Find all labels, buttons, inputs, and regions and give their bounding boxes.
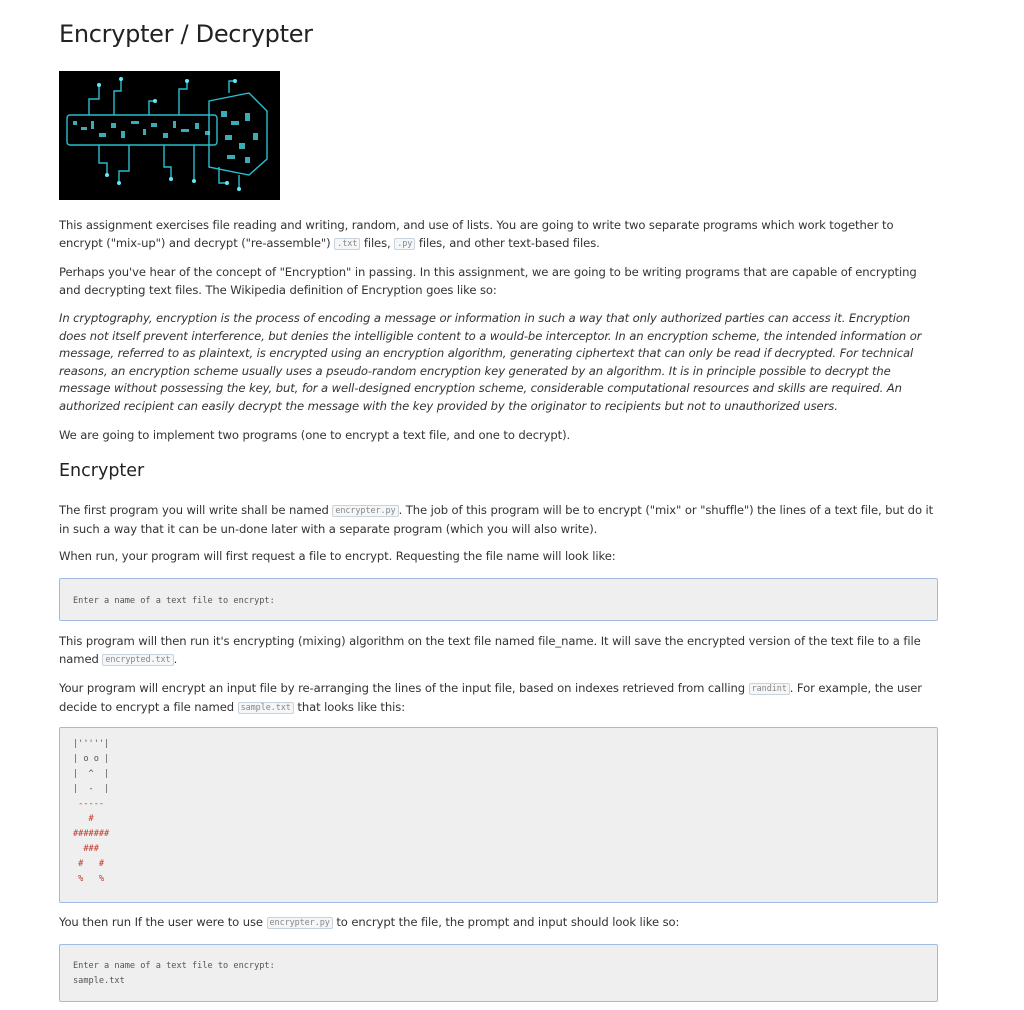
page-title: Encrypter / Decrypter — [59, 20, 313, 48]
ascii-art — [73, 737, 924, 887]
inline-code-encrypted-txt: encrypted.txt — [102, 654, 173, 666]
enc-p1-text-a: The first program you will write shall be named — [59, 503, 333, 517]
code-block-sample-art — [59, 727, 938, 903]
inline-code-encrypter-py: encrypter.py — [332, 505, 398, 517]
code-run-line-2: sample.txt — [73, 976, 125, 986]
inline-code-txt: .txt — [334, 238, 360, 250]
quote-text: In cryptography, encryption is the process of encoding a message or information in such a way that only authorized parties can access it. Encryption does not itself prevent interference, but denies the intelligible content to a would-be interceptor. In an encryption scheme, the intended information or message, referred to as plaintext, is encrypted using an encryption algorithm, generating ciphertext that can only be read if decrypted. For technical reasons, an encryption scheme usually uses a pseudo-random encryption key generated by an algorithm. It is in principle possible to decrypt the message without possessing the key, but, for a well-designed encryption scheme, considerable computational resources and skills are required. An authorized recipient can easily decrypt the message with the key provided by the originator to recipients but not to unauthorized users. — [59, 311, 922, 413]
ascii-art-line: | o o | — [73, 754, 110, 764]
ascii-art-line: ----- — [73, 799, 105, 809]
ascii-art-line: % % — [73, 874, 105, 884]
encrypter-paragraph-1 — [59, 502, 940, 538]
encrypter-paragraph-5 — [59, 914, 940, 933]
enc-p4-text-c: that looks like this: — [293, 699, 405, 714]
intro-p1-text-c: files, and other text-based files. — [415, 235, 600, 250]
circuit-key-icon — [59, 71, 280, 200]
inline-code-py: .py — [394, 238, 415, 250]
ascii-art-line: ####### — [73, 829, 110, 839]
intro-paragraph-1 — [59, 217, 940, 253]
intro-p1-text-b: files, — [360, 235, 395, 250]
ascii-art-line: |'''''| — [73, 739, 110, 749]
code-run-line-1: Enter a name of a text file to encrypt: — [73, 961, 275, 971]
enc-p1-text-b: . The job of this program will be to encrypt ("mix" or "shuffle") the lines of a text file, but do it in such a way that it can be un-done later with a separate program (which you will also write). — [59, 503, 934, 536]
enc-p3-text-a: This program will then run it's encrypting (mixing) algorithm on the text file named file_name. It will save the encrypted version of the text file to a file named — [59, 634, 921, 666]
code-prompt-line: Enter a name of a text file to encrypt: — [73, 596, 275, 606]
encrypter-heading: Encrypter — [59, 461, 145, 481]
code-block-prompt — [59, 578, 938, 621]
ascii-art-line: | - | — [73, 784, 110, 794]
circuit-key-image — [59, 71, 280, 200]
ascii-art-line: ### — [73, 844, 99, 854]
intro-paragraph-2: Perhaps you've hear of the concept of "Encryption" in passing. In this assignment, we are going to be writing programs that are capable of encrypting and decrypting text files. The Wikipedia definition of Encryption goes like so: — [59, 265, 917, 297]
enc-p4-text-a: Your program will encrypt an input file by re-arranging the lines of the input file, based on indexes retrieved from calling — [59, 681, 749, 695]
enc-p4-text-b: . For example, the user decide to encrypt a file named — [59, 681, 922, 714]
enc-p5-text-a: You then run If the user were to use — [59, 915, 267, 929]
ascii-art-line: # # — [73, 859, 105, 869]
enc-p5-text-b: to encrypt the file, the prompt and input should look like so: — [332, 915, 680, 929]
inline-code-randint: randint — [749, 683, 790, 695]
encrypter-paragraph-4 — [59, 680, 940, 717]
enc-p3-text-b: . — [173, 651, 178, 666]
ascii-art-line: # — [73, 814, 94, 824]
inline-code-encrypter-py-2: encrypter.py — [267, 917, 333, 929]
intro-p1-text-a: This assignment exercises file reading and writing, random, and use of lists. You are going to write two separate programs which work together to encrypt ("mix-up") and decrypt ("re-assemble") — [59, 218, 894, 250]
inline-code-sample-txt: sample.txt — [238, 702, 294, 714]
wikipedia-quote — [59, 310, 940, 415]
intro-paragraph-3: We are going to implement two programs (one to encrypt a text file, and one to decrypt). — [59, 428, 571, 442]
ascii-art-line: | ^ | — [73, 769, 110, 779]
code-block-run-example — [59, 944, 938, 1002]
encrypter-paragraph-3 — [59, 633, 940, 669]
encrypter-paragraph-2: When run, your program will first request a file to encrypt. Requesting the file name will look like: — [59, 549, 616, 563]
